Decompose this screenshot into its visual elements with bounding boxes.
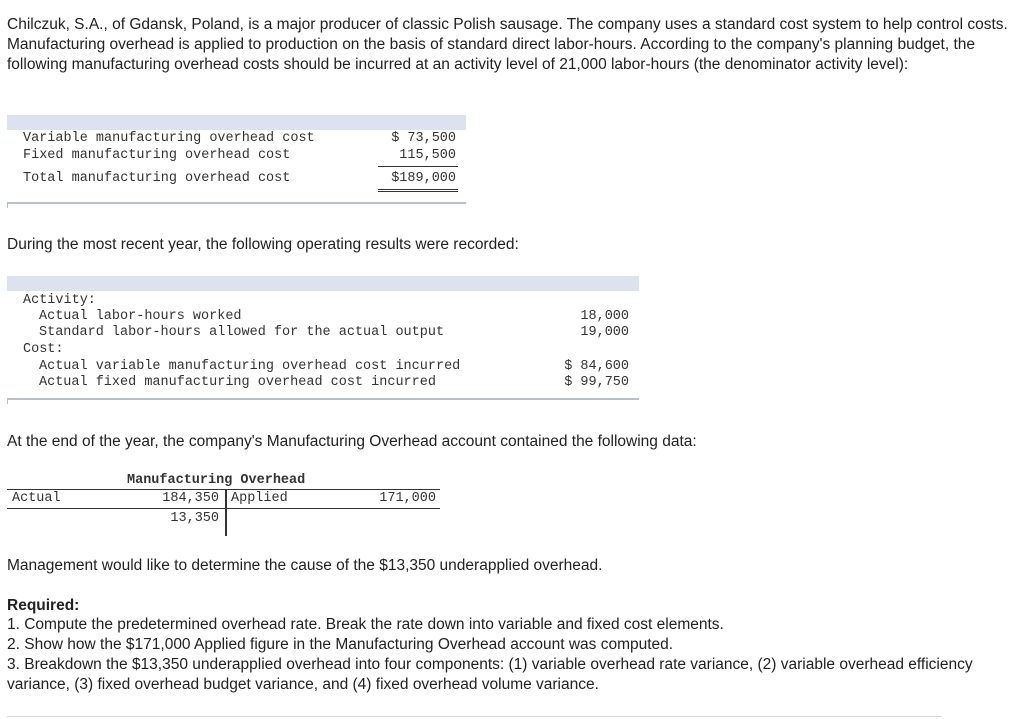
budget-total-value: $189,000 — [391, 171, 456, 186]
budget-row-label: Variable manufacturing overhead cost — [23, 131, 315, 146]
cost-row-value: $ 99,750 — [564, 375, 629, 390]
table-header-band — [7, 276, 639, 291]
activity-heading: Activity: — [23, 293, 96, 308]
intro-paragraph: Chilczuk, S.A., of Gdansk, Poland, is a major producer of classic Polish sausage. The company uses a standard cost system to help control costs. Manufacturing overhead is applied to production on the basis of standard direct labor-hours. According to the company's planning budget, the following manufacturing overhead costs should be incurred at an activity level of 21,000 labor-hours (the denominator activity level): — [7, 16, 1008, 73]
table-corner-tick — [7, 202, 8, 208]
balance-value: 13,350 — [170, 511, 219, 526]
t-account-top-line — [7, 489, 440, 490]
budget-row-value: 115,500 — [399, 148, 456, 163]
management-statement: Management would like to determine the cause of the $13,350 underapplied overhead. — [7, 557, 603, 574]
debit-value: 184,350 — [162, 491, 219, 506]
budget-row-value: $ 73,500 — [391, 131, 456, 146]
cost-row-value: $ 84,600 — [564, 359, 629, 374]
total-double-underline — [378, 191, 458, 192]
activity-row-value: 18,000 — [580, 309, 629, 324]
activity-row-value: 19,000 — [580, 325, 629, 340]
activity-row-label: Standard labor-hours allowed for the actual output — [39, 325, 445, 340]
t-account-row-line — [7, 508, 440, 509]
table-header-band — [7, 115, 466, 130]
required-item-1: 1. Compute the predetermined overhead rate. Break the rate down into variable and fixed cost elements. — [7, 616, 724, 633]
activity-row-label: Actual labor-hours worked — [39, 309, 242, 324]
t-account-divider — [225, 489, 227, 536]
debit-label: Actual — [12, 491, 61, 506]
budget-row-label: Fixed manufacturing overhead cost — [23, 148, 291, 163]
table-corner-tick — [7, 398, 8, 404]
required-heading: Required: — [7, 597, 80, 614]
total-double-underline — [378, 189, 458, 190]
credit-label: Applied — [231, 491, 288, 506]
subtotal-underline — [378, 166, 458, 167]
credit-value: 171,000 — [379, 491, 436, 506]
table-bottom-rule — [7, 398, 639, 400]
table-bottom-rule — [7, 202, 466, 204]
t-account-title: Manufacturing Overhead — [127, 473, 306, 488]
page-bottom-divider — [7, 716, 942, 717]
cost-heading: Cost: — [23, 342, 64, 357]
account-intro: At the end of the year, the company's Manufacturing Overhead account contained the following data: — [7, 433, 697, 450]
required-item-2: 2. Show how the $171,000 Applied figure in the Manufacturing Overhead account was computed. — [7, 636, 674, 653]
budget-row-label: Total manufacturing overhead cost — [23, 171, 291, 186]
cost-row-label: Actual fixed manufacturing overhead cost incurred — [39, 375, 436, 390]
cost-row-label: Actual variable manufacturing overhead cost incurred — [39, 359, 461, 374]
required-item-3: 3. Breakdown the $13,350 underapplied overhead into four components: (1) variable overhead rate variance, (2) variable overhead efficiency variance, (3) fixed overhead budget variance, and (4) fixed overhead volume variance. — [7, 656, 973, 693]
results-intro: During the most recent year, the following operating results were recorded: — [7, 236, 519, 253]
